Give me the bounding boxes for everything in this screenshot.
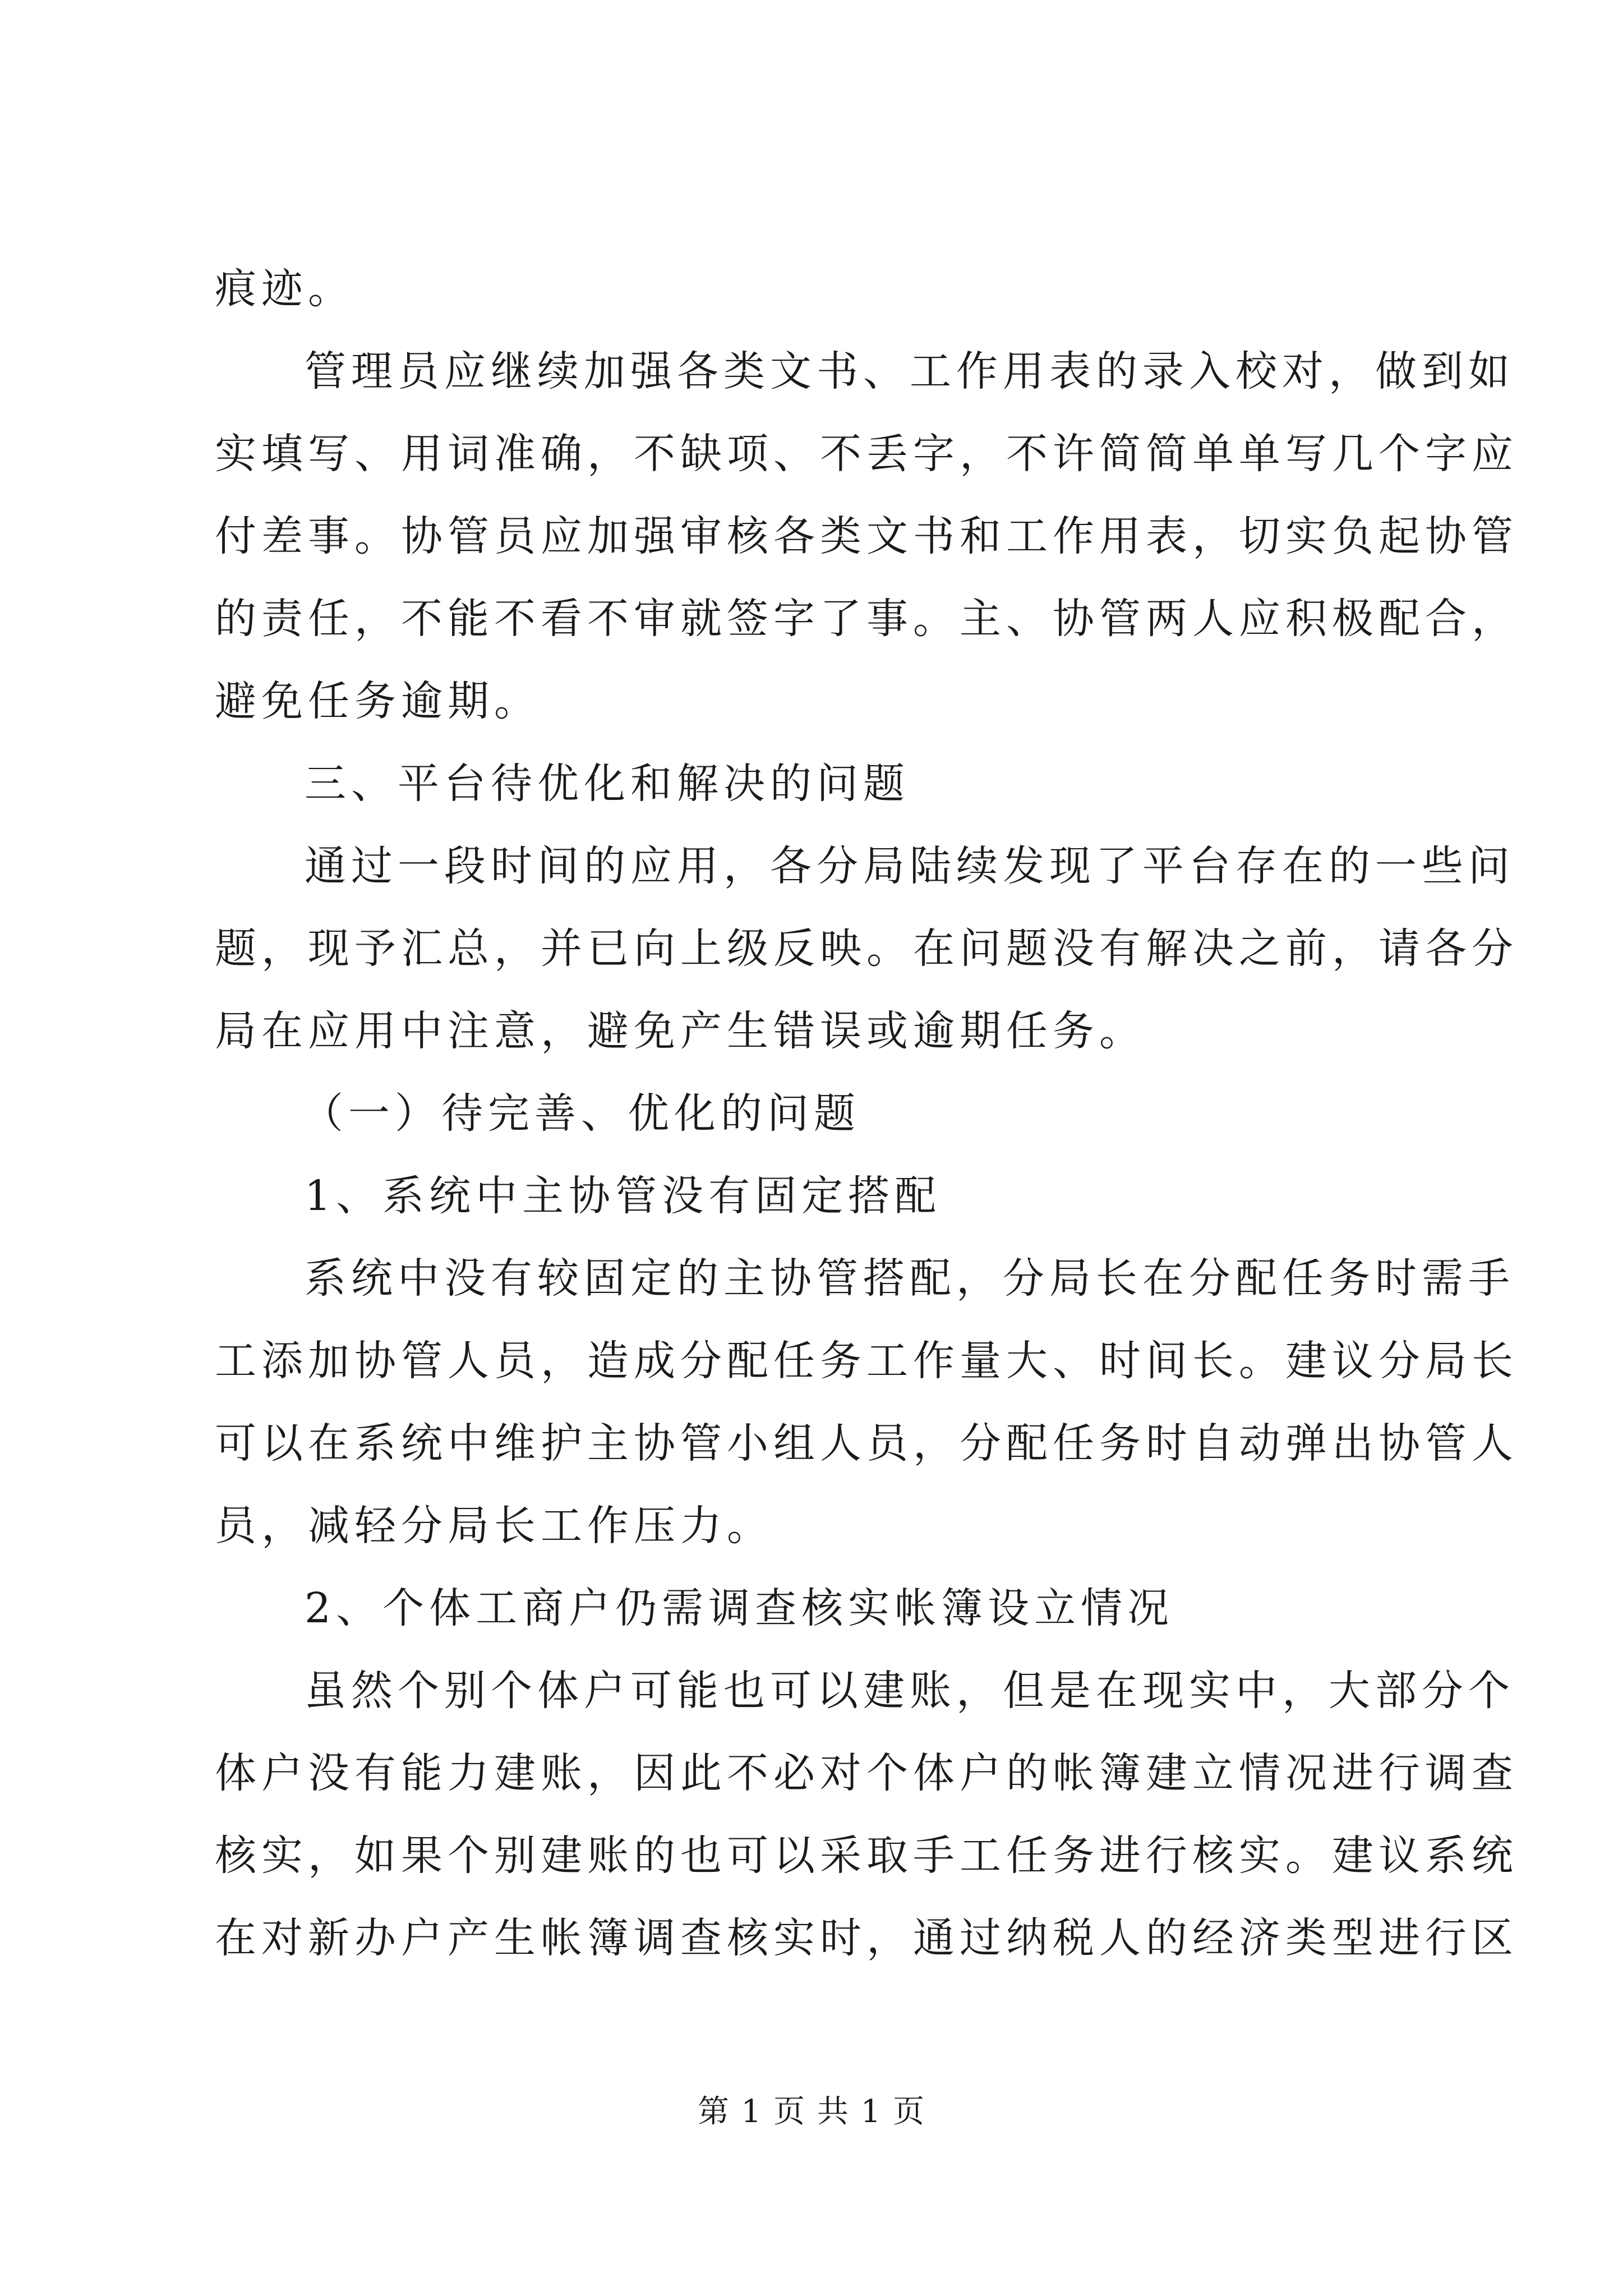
text-line: 体户没有能力建账，因此不必对个体户的帐簿建立情况进行调查 [215, 1749, 1518, 1797]
text-line: 通过一段时间的应用，各分局陆续发现了平台存在的一些问 [305, 842, 1515, 890]
item-heading: 1、系统中主协管没有固定搭配 [305, 1172, 942, 1220]
page-number-footer: 第 1 页 共 1 页 [697, 2093, 926, 2130]
text-line: 在对新办户产生帐簿调查核实时，通过纳税人的经济类型进行区 [215, 1914, 1518, 1962]
text-line: 痕迹。 [215, 265, 354, 313]
text-line: 核实，如果个别建账的也可以采取手工任务进行核实。建议系统 [215, 1832, 1518, 1880]
text-line: 避免任务逾期。 [215, 677, 541, 725]
text-line: 实填写、用词准确，不缺项、不丢字，不许简简单单写几个字应 [215, 430, 1518, 478]
text-line: 的责任，不能不看不审就签字了事。主、协管两人应积极配合， [215, 595, 1518, 643]
text-line: 虽然个别个体户可能也可以建账，但是在现实中，大部分个 [305, 1667, 1515, 1715]
text-line: 题，现予汇总，并已向上级反映。在问题没有解决之前，请各分 [215, 924, 1518, 973]
text-line: 付差事。协管员应加强审核各类文书和工作用表，切实负起协管 [215, 512, 1518, 560]
text-line: 局在应用中注意，避免产生错误或逾期任务。 [215, 1007, 1146, 1055]
text-line: 员，减轻分局长工作压力。 [215, 1502, 773, 1550]
subsection-heading: （一）待完善、优化的问题 [302, 1089, 860, 1138]
text-line: 管理员应继续加强各类文书、工作用表的录入校对，做到如 [305, 347, 1515, 395]
item-heading: 2、个体工商户仍需调查核实帐簿设立情况 [305, 1584, 1174, 1632]
text-line: 系统中没有较固定的主协管搭配，分局长在分配任务时需手 [305, 1254, 1515, 1303]
section-heading: 三、平台待优化和解决的问题 [305, 760, 910, 808]
text-line: 可以在系统中维护主协管小组人员，分配任务时自动弹出协管人 [215, 1419, 1518, 1467]
text-line: 工添加协管人员，造成分配任务工作量大、时间长。建议分局长 [215, 1337, 1518, 1385]
